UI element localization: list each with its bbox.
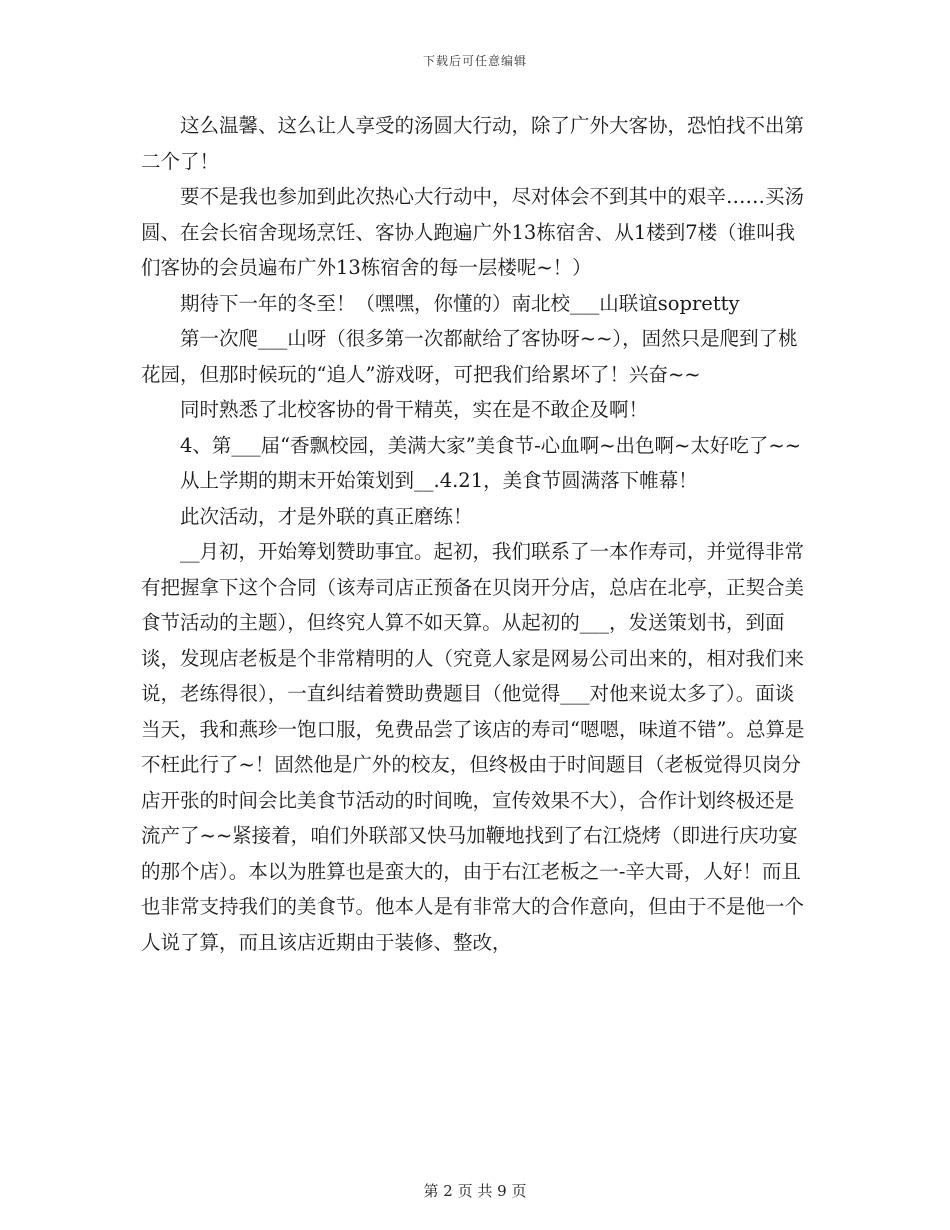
paragraph: 第一次爬___山呀（很多第一次都献给了客协呀~~），固然只是爬到了桃花园，但那时候玩的“追人”游戏呀，可把我们给累坏了！兴奋~~ xyxy=(141,327,798,386)
page-header-note: 下载后可任意编辑 xyxy=(422,54,527,68)
paragraph: 期待下一年的冬至！（嘿嘿，你懂的）南北校___山联谊sopretty xyxy=(180,291,740,315)
document-body xyxy=(141,108,813,960)
paragraph: 4、第___届“香飘校园，美满大家”美食节-心血啊~出色啊~太好吃了~~ xyxy=(180,433,802,457)
paragraph: __月初，开始筹划赞助事宜。起初，我们联系了一本作寿司，并觉得非常有把握拿下这个合同（该寿司店正预备在贝岗开分店，总店在北亭，正契合美食节活动的主题），但终究人算不如天算。从起初的___，发送策划书，到面谈，发现店老板是个非常精明的人（究竟人家是网易公司出来的，相对我们来说，老练得很），一直纠结着赞助费题目（他觉得___对他来说太多了）。面谈当天，我和燕珍一饱口服，免费品尝了该店的寿司“嗯嗯，味道不错”。总算是不枉此行了~！固然他是广外的校友，但终极由于时间题目（老板觉得贝岗分店开张的时间会比美食节活动的时间晚，宣传效果不大），合作计划终极还是流产了~~紧接着，咱们外联部又快马加鞭地找到了右江烧烤（即进行庆功宴的那个店）。本以为胜算也是蛮大的，由于右江老板之一-辛大哥，人好！而且也非常支持我们的美食节。他本人是有非常大的合作意向，但由于不是他一个人说了算，而且该店近期由于装修、整改， xyxy=(141,540,805,954)
page-number: 第 2 页 共 9 页 xyxy=(423,1182,527,1200)
paragraph: 这么温馨、这么让人享受的汤圆大行动，除了广外大客协，恐怕找不出第二个了！ xyxy=(141,114,805,173)
paragraph: 同时熟悉了北校客协的骨干精英，实在是不敢企及啊！ xyxy=(180,398,649,421)
paragraph: 此次活动，才是外联的真正磨练！ xyxy=(180,504,473,528)
paragraph: 从上学期的期末开始策划到__.4.21，美食节圆满落下帷幕！ xyxy=(180,469,698,492)
paragraph: 要不是我也参加到此次热心大行动中，尽对体会不到其中的艰辛……买汤圆、在会长宿舍现场烹饪、客协人跑遍广外13栋宿舍、从1楼到7楼（谁叫我们客协的会员遍布广外13栋宿舍的每一层楼呢~！） xyxy=(141,185,805,279)
